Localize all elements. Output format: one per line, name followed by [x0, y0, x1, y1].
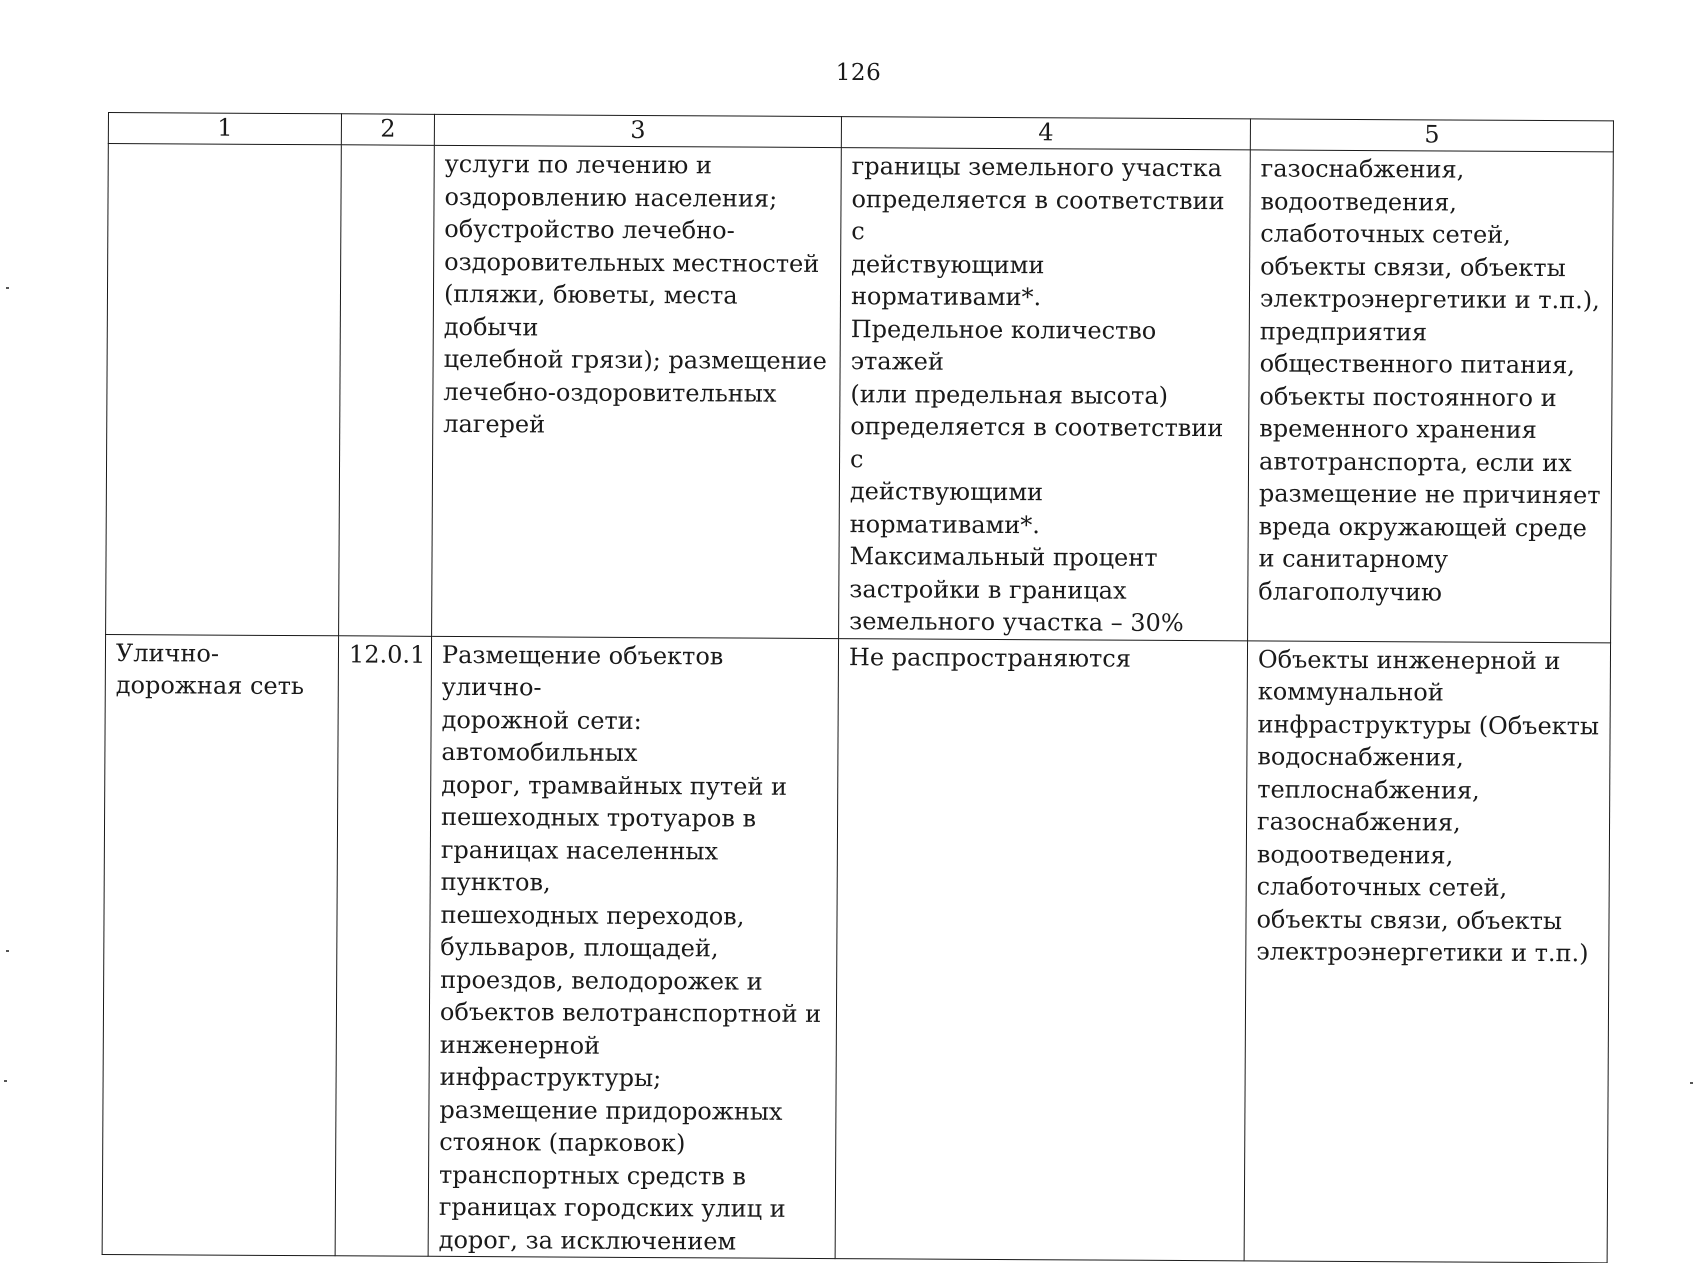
cell-use-name: Улично- дорожная сеть — [102, 634, 338, 1256]
cell-use-name — [106, 144, 342, 636]
cell-use-code: 12.0.1 — [335, 635, 431, 1256]
scan-edge-mark — [1690, 1082, 1693, 1084]
column-header-1: 1 — [108, 113, 341, 145]
cell-limit-parameters: границы земельного участка определяется в соответствии с действующими нормативами*. Предельное количество этажей (или предельная высота) определяется в соответствии с действующими нормативами*. Максимальный процент застройки в границах земельного участка – 30% — [839, 148, 1251, 641]
cell-use-description: Размещение объектов улично- дорожной сети: автомобильных дорог, трамвайных путей и пешеходных тротуаров в границах населенных пунктов, пешеходных переходов, бульваров, площадей, проездов, велодорожек и объектов велотранспортной и инженерной инфраструктуры; размещение придорожных стоянок (парковок) транспортных средств в границах городских улиц и дорог, за исключением — [428, 636, 838, 1259]
cell-use-description: услуги по лечению и оздоровлению населения; обустройство лечебно- оздоровительных местностей (пляжи, бюветы, места добычи целебной грязи); размещение лечебно-оздоровительных лагерей — [432, 145, 842, 638]
page-number: 126 — [835, 60, 882, 86]
regulations-table — [102, 112, 1614, 1263]
cell-use-code — [339, 145, 435, 636]
cell-auxiliary-uses: Объекты инженерной и коммунальной инфраструктуры (Объекты водоснабжения, теплоснабжения, газоснабжения, водоотведения, слаботочных сетей, объекты связи, объекты электроэнергетики и т.п.) — [1244, 640, 1610, 1263]
table-row — [106, 144, 1614, 643]
column-header-4: 4 — [841, 117, 1250, 150]
cell-limit-parameters: Не распространяются — [835, 638, 1247, 1261]
column-header-2: 2 — [341, 114, 434, 146]
scan-edge-mark — [4, 1080, 7, 1082]
column-header-5: 5 — [1250, 119, 1613, 152]
scan-edge-mark — [6, 950, 9, 952]
column-header-3: 3 — [434, 114, 841, 147]
table-row — [102, 634, 1610, 1263]
scan-edge-mark — [6, 287, 9, 289]
cell-auxiliary-uses: газоснабжения, водоотведения, слаботочных сетей, объекты связи, объекты электроэнергетики и т.п.), предприятия общественного питания, объекты постоянного и временного хранения автотранспорта, если их размещение не причиняет вреда окружающей среде и санитарному благополучию — [1248, 150, 1614, 643]
